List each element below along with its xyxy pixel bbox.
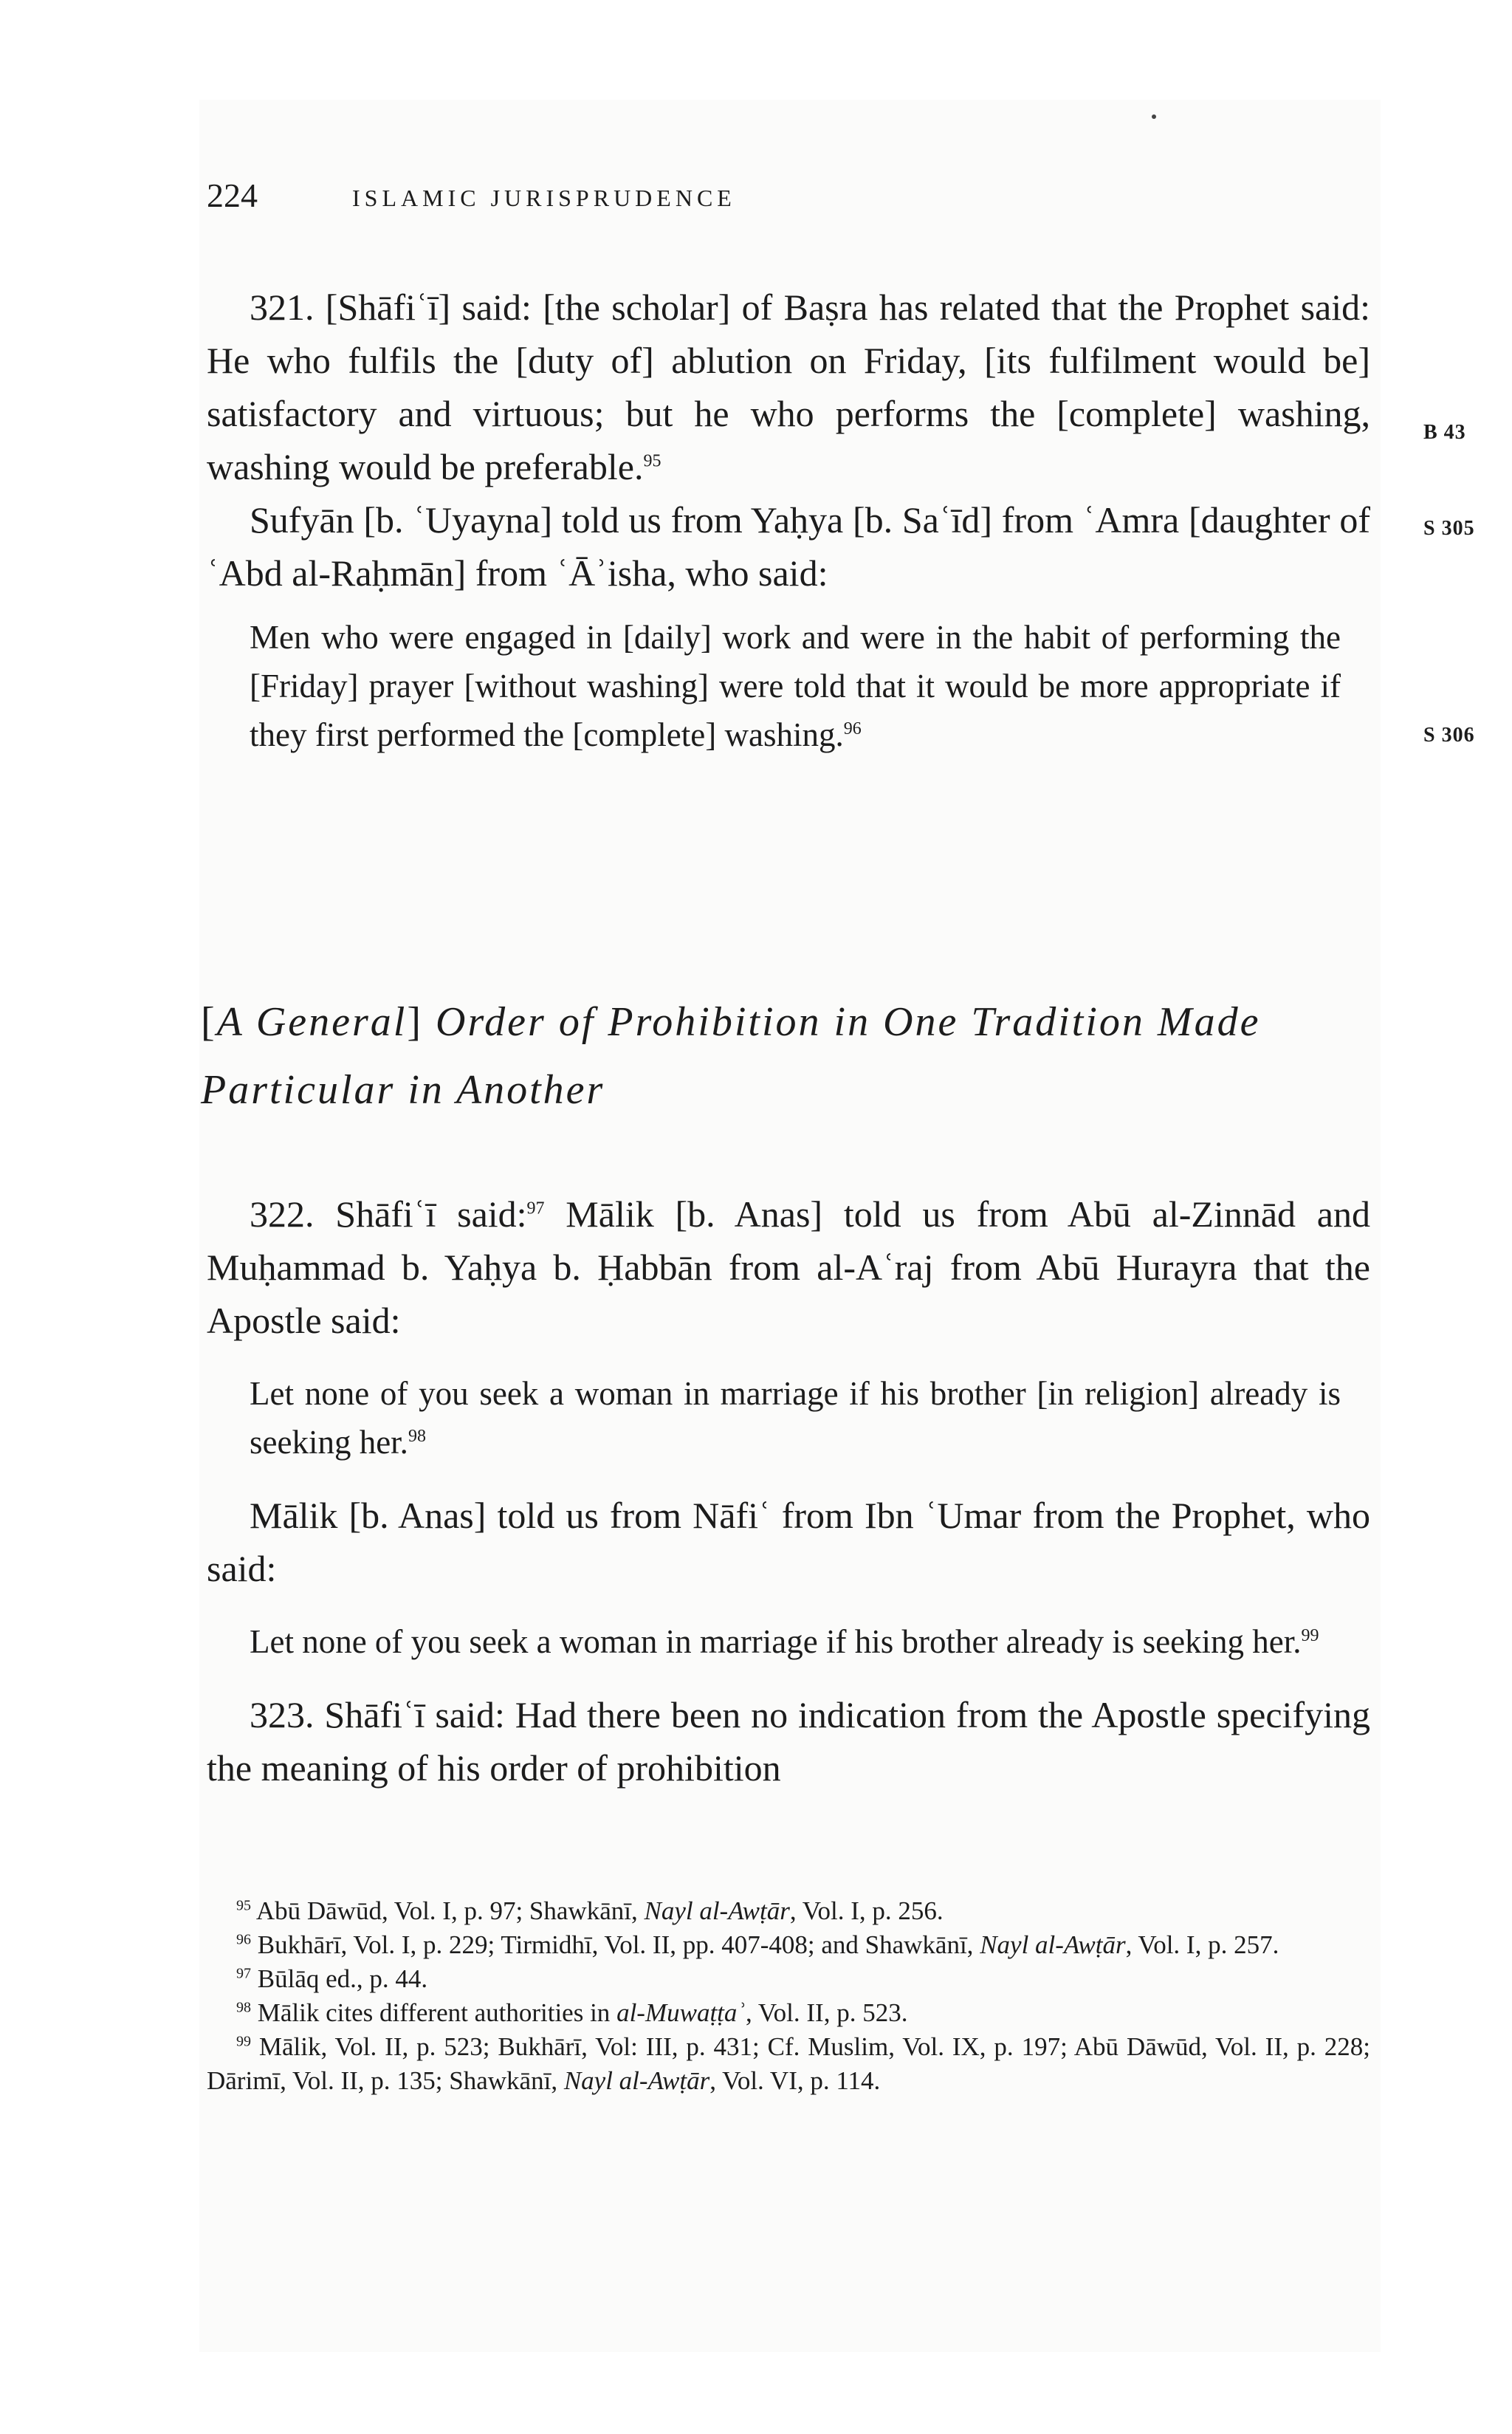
section-heading: [201, 988, 1382, 1124]
footnote-text: Abū Dāwūd, Vol. I, p. 97; Shawkānī,: [255, 1896, 645, 1925]
footnote-97: [207, 1962, 1370, 1996]
paragraph-sufyan: Sufyān [b. ʿUyayna] told us from Yaḥya [b. Saʿīd] from ʿAmra [daughter of ʿAbd al-Raḥmān] from ʿĀʾisha, who said:: [207, 499, 1370, 594]
quote-aisha: [250, 613, 1341, 759]
footnote-mark: 96: [236, 1931, 251, 1948]
section-321: [207, 281, 1370, 759]
margin-ref-s305: S 305: [1423, 517, 1475, 540]
footnote-italic: Nayl al-Awṭār: [563, 2066, 710, 2095]
margin-ref-s306: S 306: [1423, 724, 1475, 747]
section-322: [207, 1187, 1370, 1794]
footnote-italic: Nayl al-Awṭār: [980, 1930, 1126, 1959]
footnote-96: [207, 1928, 1370, 1962]
footnote-99: [207, 2030, 1370, 2098]
heading-rest: Order of Prohibition in One Tradition Made Particular in Another: [201, 999, 1261, 1113]
footnote-mark: 95: [236, 1897, 251, 1914]
page-number: 224: [207, 176, 258, 214]
running-head: ISLAMIC JURISPRUDENCE: [352, 185, 736, 211]
paragraph-322-start: 322. Shāfiʿī said:: [250, 1193, 527, 1235]
quote-marriage-2-text: Let none of you seek a woman in marriage if his brother already is seeking her.: [250, 1623, 1302, 1660]
margin-ref-b43: B 43: [1423, 421, 1466, 444]
footnotes: [207, 1894, 1370, 2098]
note-ref-99: 99: [1301, 1626, 1319, 1645]
footnote-italic: Nayl al-Awṭār: [644, 1896, 790, 1925]
paragraph-322: [207, 1187, 1370, 1347]
quote-marriage-2: [250, 1617, 1341, 1666]
note-ref-97: 97: [526, 1199, 545, 1218]
footnote-tail: , Vol. I, p. 256.: [789, 1896, 944, 1925]
footnote-tail: , Vol. VI, p. 114.: [709, 2066, 881, 2095]
quote-marriage-1-text: Let none of you seek a woman in marriage if his brother [in religion] already is seeking her.: [250, 1375, 1341, 1461]
quote-marriage-1: [250, 1369, 1341, 1467]
quote-aisha-text: Men who were engaged in [daily] work and were in the habit of performing the [Friday] prayer [without washing] were told that it would be more appropriate if they first performed the [complete] washing.: [250, 619, 1341, 753]
heading-bracket-close: ]: [407, 999, 424, 1045]
footnote-mark: 97: [236, 1965, 251, 1982]
paragraph-321: [207, 281, 1370, 493]
note-ref-98: 98: [408, 1427, 426, 1446]
footnote-mark: 98: [236, 1999, 251, 2016]
paragraph-323: 323. Shāfiʿī said: Had there been no indication from the Apostle specifying the meaning of his order of prohibition: [207, 1694, 1370, 1789]
page-header: [207, 176, 1370, 220]
footnote-95: [207, 1894, 1370, 1928]
paragraph-322-rest: Mālik [b. Anas] told us from Abū al-Zinnād and Muḥammad b. Yaḥya b. Ḥabbān from al-Aʿraj from Abū Hurayra that the Apostle said:: [207, 1193, 1370, 1341]
footnote-text: Mālik, Vol. II, p. 523; Bukhārī, Vol: III, p. 431; Cf. Muslim, Vol. IX, p. 197; Abū Dāwūd, Vol. II, p. 228; Dārimī, Vol. II, p. 135; Shawkānī,: [207, 2032, 1370, 2095]
footnote-tail: , Vol. I, p. 257.: [1125, 1930, 1279, 1959]
footnote-text: Bukhārī, Vol. I, p. 229; Tirmidhī, Vol. II, pp. 407-408; and Shawkānī,: [257, 1930, 980, 1959]
heading-part-a: A General: [216, 999, 408, 1045]
footnote-mark: 99: [236, 2033, 251, 2050]
paragraph-321-text: 321. [Shāfiʿī] said: [the scholar] of Baṣra has related that the Prophet said: He who fulfils the [duty of] ablution on Friday, [its fulfilment would be] satisfactory and virtuous; but he who performs the [complete] washing, washing would be preferable.: [207, 287, 1370, 487]
note-ref-95: 95: [643, 451, 662, 471]
footnote-text: Būlāq ed., p. 44.: [257, 1964, 428, 1993]
footnote-tail: , Vol. II, p. 523.: [746, 1998, 908, 2027]
footnote-98: [207, 1996, 1370, 2030]
footnote-italic: al-Muwaṭṭaʾ: [616, 1998, 746, 2027]
note-ref-96: 96: [843, 719, 862, 738]
paragraph-malik: Mālik [b. Anas] told us from Nāfiʿ from Ibn ʿUmar from the Prophet, who said:: [207, 1495, 1370, 1589]
heading-bracket-open: [: [201, 999, 217, 1045]
footnote-text: Mālik cites different authorities in: [257, 1998, 617, 2027]
speck: [1152, 114, 1156, 119]
